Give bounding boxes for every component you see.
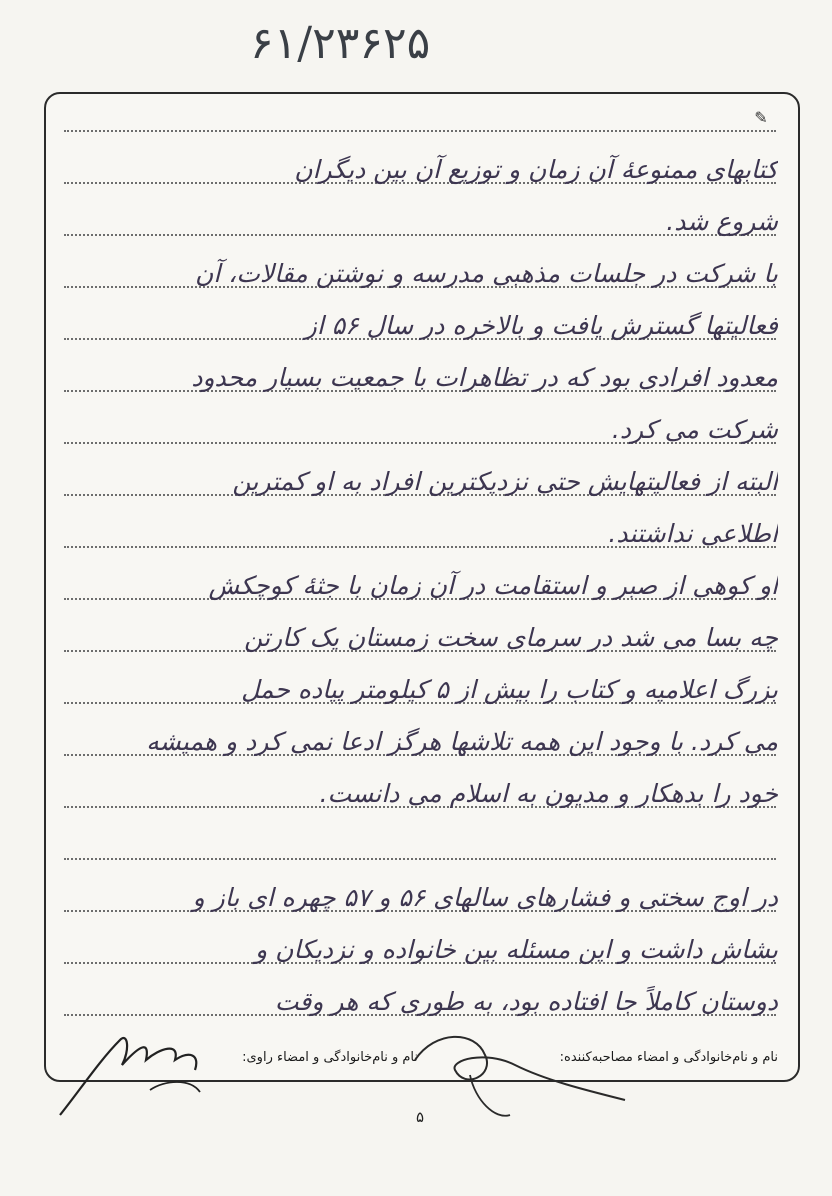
handwritten-line: چه بسا می شد در سرمای سخت زمستان یک کارتن xyxy=(244,623,778,652)
handwritten-line: معدود افرادی بود که در تظاهرات با جمعیت بسیار محدود xyxy=(191,363,778,392)
pen-icon: ✎ xyxy=(754,108,768,127)
interviewer-label: نام و نام‌خانوادگی و امضاء مصاحبه‌کننده: xyxy=(559,1050,778,1065)
handwritten-line xyxy=(106,826,778,866)
ruled-line xyxy=(64,130,776,132)
handwritten-line: اطلاعی نداشتند. xyxy=(608,519,778,548)
narrator-label: نام و نام‌خانوادگی و امضاء راوی: xyxy=(242,1050,418,1065)
handwritten-line: در اوج سختی و فشارهای سالهای ۵۶ و ۵۷ چهره ای باز و xyxy=(192,883,778,912)
handwritten-line: بشاش داشت و این مسئله بین خانواده و نزدیکان و xyxy=(255,935,778,964)
handwritten-line: بزرگ اعلامیه و کتاب را بیش از ۵ کیلومتر پیاده حمل xyxy=(241,675,778,704)
form-sheet xyxy=(44,92,800,1082)
handwritten-line: البته از فعالیتهایش حتی نزدیکترین افراد به او کمترین xyxy=(232,467,778,496)
handwritten-line: می کرد. با وجود این همه تلاشها هرگز ادعا نمی کرد و همیشه xyxy=(146,727,778,756)
handwritten-line: شروع شد. xyxy=(666,207,778,236)
handwritten-line: فعالیتها گسترش یافت و بالاخره در سال ۵۶ از xyxy=(304,311,778,340)
handwritten-line: دوستان کاملاً جا افتاده بود، به طوری که هر وقت xyxy=(274,987,778,1016)
handwritten-line: با شرکت در جلسات مذهبی مدرسه و نوشتن مقالات، آن xyxy=(195,259,778,288)
handwritten-line: کتابهای ممنوعهٔ آن زمان و توزیع آن بین دیگران xyxy=(294,155,778,184)
page-number: ۵ xyxy=(415,1108,425,1126)
handwritten-line: او کوهی از صبر و استقامت در آن زمان با جثهٔ کوچکش xyxy=(208,571,778,600)
handwritten-line: خود را بدهکار و مدیون به اسلام می دانست. xyxy=(319,779,778,808)
signature-footer xyxy=(64,1048,778,1072)
reference-number: ۶۱/۲۳۶۲۵ xyxy=(250,18,431,69)
handwritten-line: شرکت می کرد. xyxy=(611,415,778,444)
